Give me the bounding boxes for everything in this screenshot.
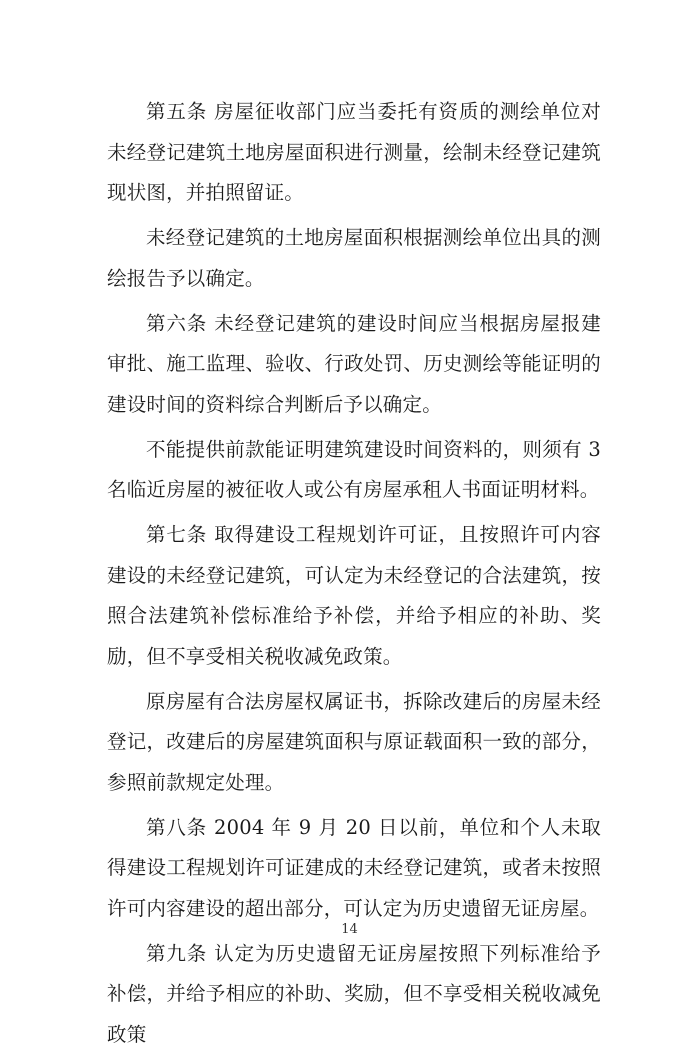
paragraph-witness-proof: 不能提供前款能证明建筑建设时间资料的，则须有 3 名临近房屋的被征收人或公有房屋承租人书面证明材料。	[107, 437, 601, 501]
paragraph-article-8: 第八条 2004 年 9 月 20 日以前，单位和个人未取得建设工程规划许可证建成的未经登记建筑，或者未按照许可内容建设的超出部分，可认定为历史遗留无证房屋。	[107, 815, 601, 920]
document-body	[107, 92, 601, 1060]
paragraph-survey-report: 未经登记建筑的土地房屋面积根据测绘单位出具的测绘报告予以确定。	[107, 226, 601, 290]
paragraph-article-5: 第五条 房屋征收部门应当委托有资质的测绘单位对未经登记建筑土地房屋面积进行测量，绘制未经登记建筑现状图，并拍照留证。	[107, 100, 601, 204]
paragraph-article-6: 第六条 未经登记建筑的建设时间应当根据房屋报建审批、施工监理、验收、行政处罚、历史测绘等能证明的建设时间的资料综合判断后予以确定。	[107, 311, 601, 416]
paragraph-article-9: 第九条 认定为历史遗留无证房屋按照下列标准给予补偿，并给予相应的补助、奖励，但不享受相关税收减免政策	[107, 941, 601, 1046]
paragraph-rebuilt-house: 原房屋有合法房屋权属证书，拆除改建后的房屋未经登记，改建后的房屋建筑面积与原证载面积一致的部分，参照前款规定处理。	[107, 689, 601, 794]
page-number: 14	[341, 922, 358, 937]
paragraph-article-7: 第七条 取得建设工程规划许可证，且按照许可内容建设的未经登记建筑，可认定为未经登记的合法建筑，按照合法建筑补偿标准给予补偿，并给予相应的补助、奖励，但不享受相关税收减免政策。	[107, 523, 601, 668]
